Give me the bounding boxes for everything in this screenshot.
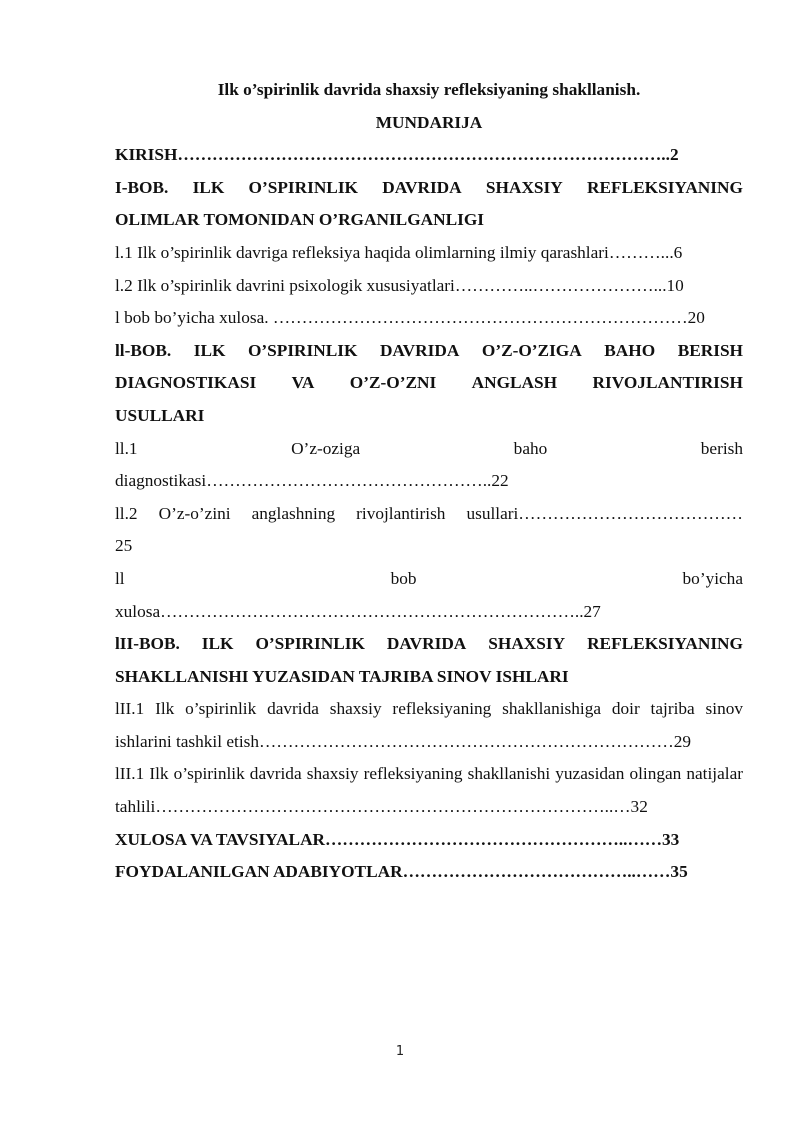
toc-entry-conclusion: XULOSA VA TAVSIYALAR……………………………………………..……33 <box>115 829 680 849</box>
document-title: Ilk o’spirinlik davrida shaxsiy refleksiyaning shakllanish. <box>217 80 641 99</box>
toc-entry-references: FOYDALANILGAN ADABIYOTLAR…………………………………..……35 <box>115 862 688 882</box>
toc-entry-2-summary-line-1 <box>115 563 743 596</box>
toc-word: O’Z-O’ZIGA <box>481 340 582 360</box>
toc-word: DIAGNOSTIKASI <box>115 373 257 393</box>
toc-word: SHAXSIY <box>488 634 566 654</box>
toc-word: ll <box>115 568 125 588</box>
toc-chapter-1-heading-line-1 <box>115 172 743 205</box>
toc-word: VA <box>291 373 315 393</box>
toc-entry-intro: KIRISH…………………………………………………………………………..2 <box>115 145 679 165</box>
toc-word: ANGLASH <box>471 373 558 393</box>
toc-word: BERISH <box>677 340 743 360</box>
toc-word: SHAXSIY <box>485 177 563 197</box>
toc-word: ll.2 <box>115 503 138 523</box>
toc-word: O’SPIRINLIK <box>247 340 358 360</box>
toc-word: berish <box>700 438 743 458</box>
toc-word: DAVRIDA <box>382 177 462 197</box>
toc-word: ll-BOB. <box>115 340 172 360</box>
toc-chapter-2-heading-line-3: USULLARI <box>115 405 205 425</box>
toc-entry-1-1: l.1 Ilk o’spirinlik davriga refleksiya haqida olimlarning ilmiy qarashlari………...6 <box>115 242 683 262</box>
toc-entry-2-1-line-2: diagnostikasi…………………………………………..22 <box>115 471 509 491</box>
toc-chapter-3-heading-line-1 <box>115 628 743 661</box>
table-of-contents <box>115 74 743 889</box>
toc-entry-3-1: lII.1 Ilk o’spirinlik davrida shaxsiy refleksiyaning shakllanishiga doir tajriba sinov ishlarini tashkil etish………………………………………………………………29 <box>115 699 743 751</box>
toc-word: ILK <box>193 340 226 360</box>
toc-word: rivojlantirish <box>356 503 446 523</box>
toc-entry-1-2: l.2 Ilk o’spirinlik davrini psixologik xususiyatlari…………..…………………...10 <box>115 275 684 295</box>
toc-word: usullari………………………………… <box>466 503 743 523</box>
toc-entry-2-summary-line-2: xulosa………………………………………………………………..27 <box>115 601 601 621</box>
toc-word: ILK <box>192 177 225 197</box>
toc-entry-3-2: lII.1 Ilk o’spirinlik davrida shaxsiy refleksiyaning shakllanishi yuzasidan olingan natijalar tahlili……………………………………………………………………..…32 <box>115 764 743 817</box>
toc-word: O’SPIRINLIK <box>248 177 358 197</box>
toc-word: O’SPIRINLIK <box>255 634 365 654</box>
toc-word: O’z-o’zini <box>158 503 231 523</box>
toc-entry-1-summary: l bob bo’yicha xulosa. ………………………………………………………………20 <box>115 308 705 328</box>
toc-word: anglashning <box>251 503 336 523</box>
page-number: 1 <box>395 1044 405 1059</box>
toc-entry-2-1-line-1 <box>115 433 743 466</box>
toc-heading: MUNDARIJA <box>375 112 483 132</box>
toc-word: O’z-oziga <box>291 438 361 458</box>
toc-entry-2-2-line-2: 25 <box>115 536 133 556</box>
toc-word: ILK <box>201 634 234 654</box>
toc-word: DAVRIDA <box>386 634 467 654</box>
toc-word: O’Z-O’ZNI <box>349 373 437 393</box>
toc-word: REFLEKSIYANING <box>587 177 743 197</box>
toc-word: I-BOB. <box>115 177 169 197</box>
toc-chapter-1-heading-line-2: OLIMLAR TOMONIDAN O’RGANILGANLIGI <box>115 210 485 230</box>
toc-chapter-2-heading-line-2 <box>115 367 743 400</box>
toc-chapter-3-heading-line-2: SHAKLLANISHI YUZASIDAN TAJRIBA SINOV ISHLARI <box>115 666 569 686</box>
toc-entry-2-2-line-1 <box>115 498 743 531</box>
toc-word: RIVOJLANTIRISH <box>592 373 743 393</box>
toc-word: bob <box>390 568 417 588</box>
toc-word: lII-BOB. <box>115 634 180 654</box>
toc-word: BAHO <box>604 340 656 360</box>
toc-word: baho <box>513 438 548 458</box>
toc-word: DAVRIDA <box>379 340 460 360</box>
toc-word: bo’yicha <box>682 568 743 588</box>
toc-chapter-2-heading-line-1 <box>115 335 743 368</box>
toc-word: ll.1 <box>115 438 138 458</box>
toc-word: REFLEKSIYANING <box>587 634 743 654</box>
